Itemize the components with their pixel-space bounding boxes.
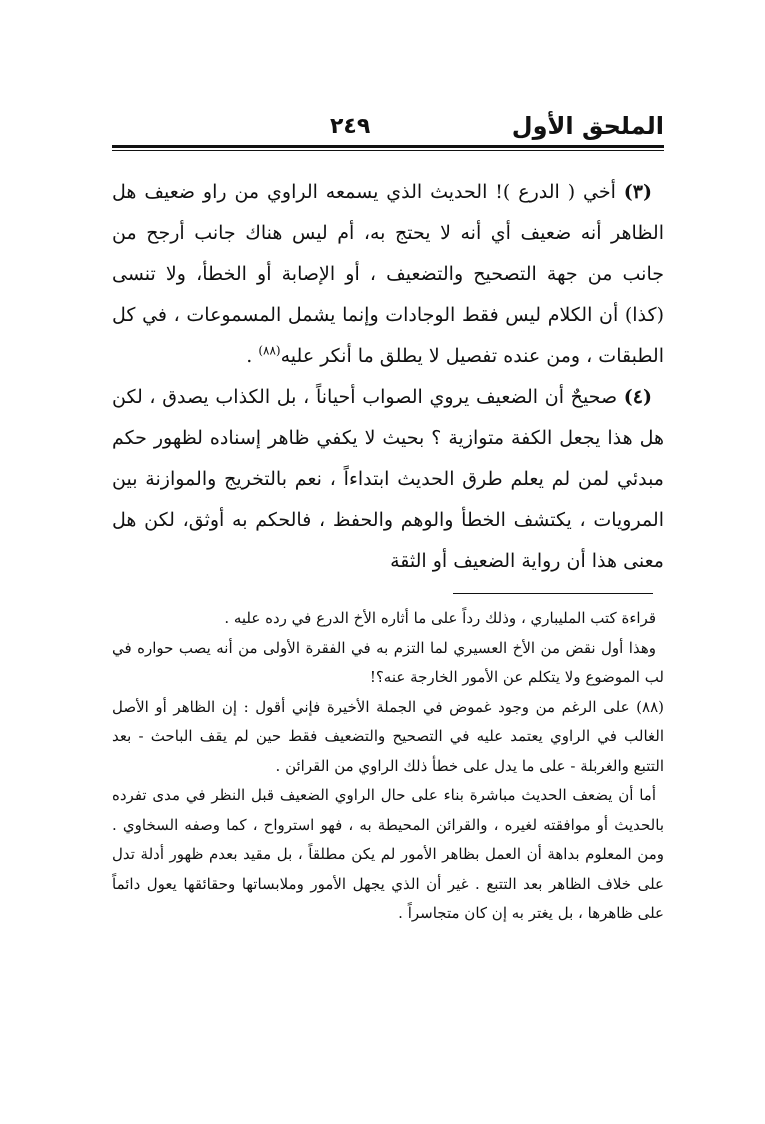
running-title: الملحق الأول [511,112,664,140]
footnote-88-continuation: أما أن يضعف الحديث مباشرة بناء على حال الراوي الضعيف قبل النظر في مدى تفرده بالحديث أو موافقته لغيره ، والقرائن المحيطة به ، فهو استرواح ، كما وصفه السخاوي . ومن المعلوم بداهة أن العمل بظاهر الأمور لم يكن مطلقاً ، بل مقيد بعدم ظهور أدلة تدل على خلاف الظاهر بعد التتبع . غير أن الذي يجهل الأمور وملابساتها وحقائقها يعول دائماً على ظاهرها ، بل يغتر به إن كان متجاسراً . [112,786,664,922]
footnote-continuation-line: قراءة كتب المليباري ، وذلك رداً على ما أثاره الأخ الدرع في رده عليه . [224,609,656,627]
footnote-number: (٨٨) [636,697,664,716]
footnote-continuation-line: وهذا أول نقض من الأخ العسيري لما التزم به في الفقرة الأولى من أنه يصب حواره في لب الموضوع ولا يتكلم عن الأمور الخارجة عنه؟! [112,638,664,686]
footnote-reference[interactable]: (٨٨) [258,343,281,358]
paragraph-tail: . [246,345,259,367]
paragraph-number: (٣) [623,181,652,203]
paragraph-3 [112,172,664,377]
paragraph-text: أخي ( الدرع )! الحديث الذي يسمعه الراوي من راو ضعيف هل الظاهر أنه ضعيف أي أنه لا يحتج به، أم ليس هناك جانب أرجح من جانب من جهة التصحيح والتضعيف ، أو الإصابة أو الخطأ، ولا تنسى (كذا) أن الكلام ليس فقط الوجادات وإنما يشمل المسموعات ، في كل الطبقات ، ومن عنده تفصيل لا يطلق ما أنكر عليه [112,181,664,367]
header-rule-thick [112,145,664,148]
footnote-88 [112,693,664,782]
page-header [112,108,664,148]
footnote-separator [453,593,653,594]
paragraph-text: صحيحٌ أن الضعيف يروي الصواب أحياناً ، بل الكذاب يصدق ، لكن هل هذا يجعل الكفة متوازية ؟ بحيث لا يكفي ظاهر إسناده لظهور حكم مبدئي لمن لم يعلم طرق الحديث ابتداءاً ، نعم بالتخريج والموازنة بين المرويات ، يكتشف الخطأ والوهم والحفظ ، فالحكم به أوثق، لكن هل معنى هذا أن رواية الضعيف أو الثقة [112,386,664,572]
main-text [112,172,664,582]
paragraph-number: (٤) [623,386,652,408]
paragraph-4 [112,377,664,582]
header-rule-thin [112,150,664,151]
footnotes [112,604,664,929]
footnote-text: على الرغم من وجود غموض في الجملة الأخيرة فإني أقول : إن الظاهر أو الأصل الغالب في الراوي يعتمد عليه في التصحيح والتضعيف فقط حين لم يقف الباحث - بعد التتبع والغربلة - على ما يدل على خطأ ذلك الراوي من القرائن . [112,697,664,775]
page-number: ٢٤٩ [330,114,371,139]
